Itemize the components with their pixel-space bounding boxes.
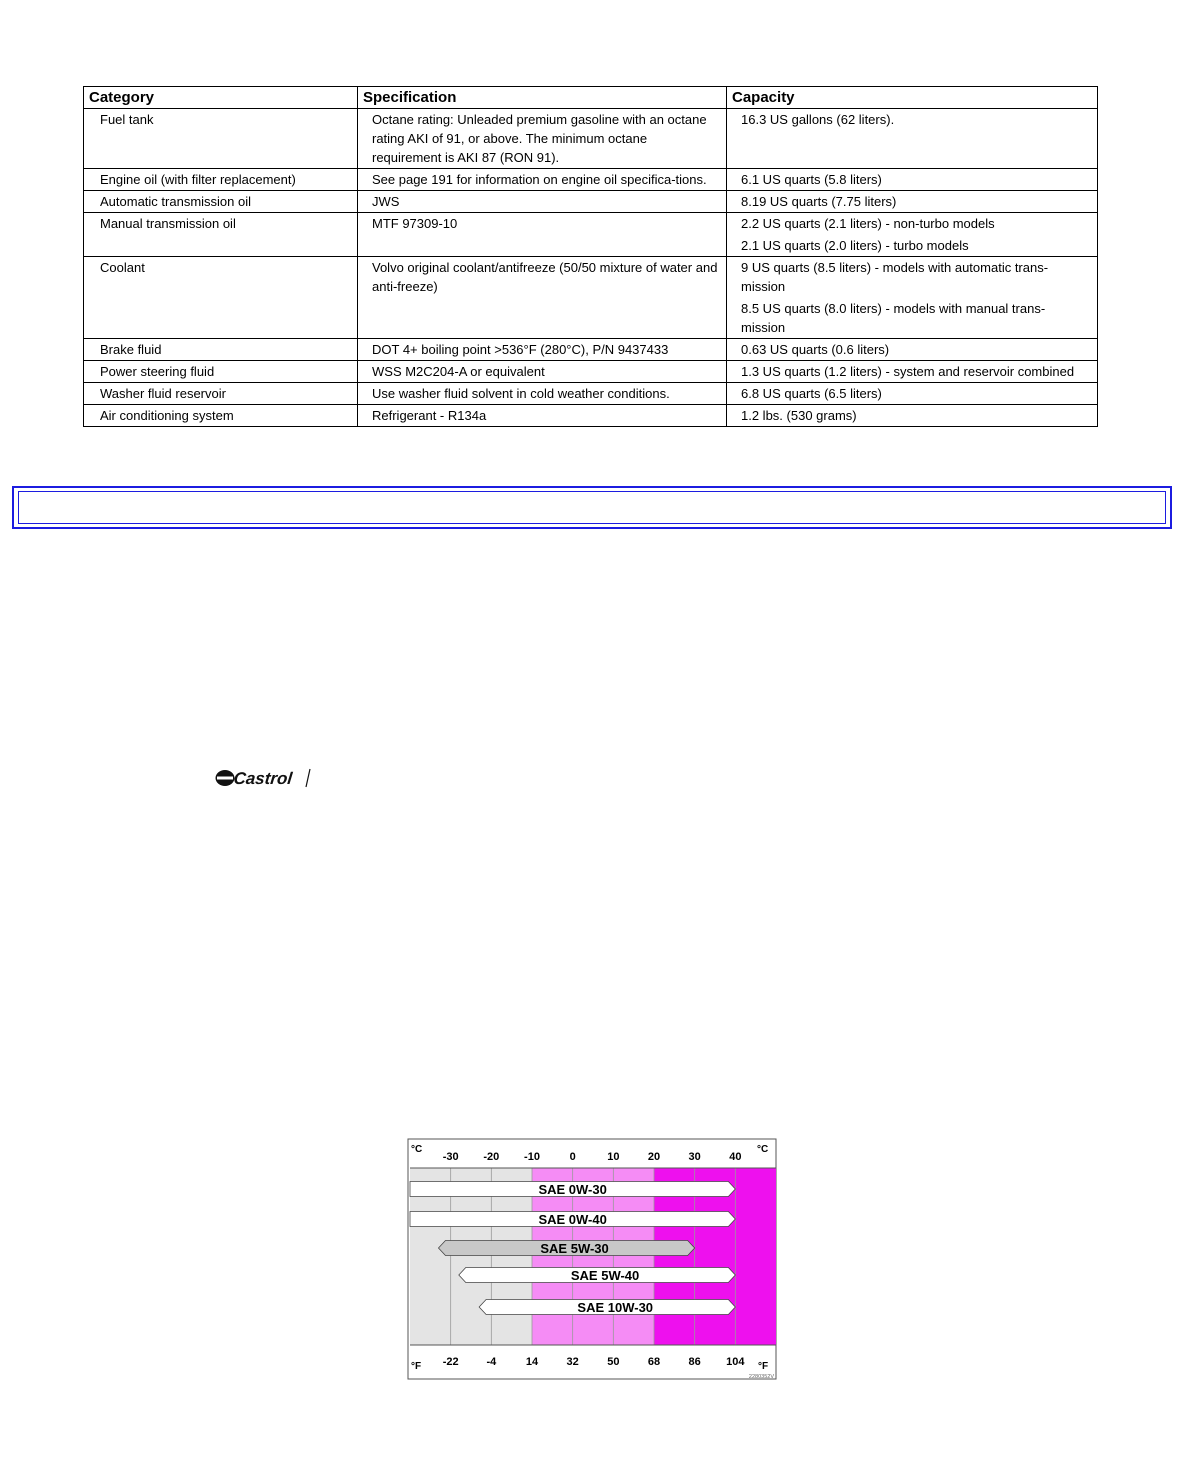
fahrenheit-tick-label: 86 (688, 1356, 701, 1368)
celsius-tick-label: 30 (688, 1151, 701, 1163)
capacity-line: 2.1 US quarts (2.0 liters) - turbo models (741, 238, 969, 253)
capacity-line: 1.3 US quarts (1.2 liters) - system and reservoir combined (741, 364, 1075, 379)
oil-grade-label: SAE 10W-30 (577, 1300, 654, 1315)
cell-category: Power steering fluid (84, 361, 358, 383)
celsius-tick-label: 40 (729, 1151, 742, 1163)
fahrenheit-tick-label: -22 (442, 1356, 459, 1368)
cell-category: Air conditioning system (84, 405, 358, 427)
cell-specification: Refrigerant - R134a (358, 405, 727, 427)
header-capacity: Capacity (727, 87, 1098, 109)
fahrenheit-tick-label: 68 (647, 1356, 661, 1368)
cell-capacity (727, 109, 1098, 169)
header-category: Category (84, 87, 358, 109)
specifications-table (83, 86, 1098, 427)
cell-specification: DOT 4+ boiling point >536°F (280°C), P/N 9437433 (358, 339, 727, 361)
oil-grade-label: SAE 5W-30 (540, 1241, 609, 1256)
unit-celsius-left: °C (411, 1144, 423, 1155)
capacity-line: 8.19 US quarts (7.75 liters) (741, 194, 897, 209)
oil-grade-label: SAE 0W-30 (538, 1182, 607, 1197)
table-header-row (84, 87, 1098, 109)
celsius-tick-label: -20 (483, 1151, 500, 1163)
oil-grade-label: SAE 0W-40 (538, 1212, 607, 1227)
celsius-tick-label: 0 (569, 1151, 576, 1163)
table-row (84, 169, 1098, 191)
celsius-tick-label: 20 (647, 1151, 661, 1163)
cell-category: Automatic transmission oil (84, 191, 358, 213)
cell-specification: Volvo original coolant/antifreeze (50/50 mixture of water and anti-freeze) (358, 257, 727, 339)
table-row (84, 361, 1098, 383)
cell-category: Manual transmission oil (84, 213, 358, 257)
capacity-line: 6.8 US quarts (6.5 liters) (741, 386, 882, 401)
cell-capacity (727, 257, 1098, 339)
capacity-line: 8.5 US quarts (8.0 liters) - models with manual trans-mission (741, 301, 1046, 335)
figure-code: 2280352V (748, 1374, 774, 1380)
table-row (84, 383, 1098, 405)
unit-fahrenheit-right: °F (758, 1361, 769, 1372)
oil-viscosity-chart (407, 1138, 777, 1380)
capacity-line: 16.3 US gallons (62 liters). (741, 112, 895, 127)
table-row (84, 191, 1098, 213)
header-specification: Specification (358, 87, 727, 109)
capacity-line: 2.2 US quarts (2.1 liters) - non-turbo models (741, 216, 995, 231)
capacity-line: 6.1 US quarts (5.8 liters) (741, 172, 882, 187)
cell-specification: JWS (358, 191, 727, 213)
oil-grade-label: SAE 5W-40 (570, 1268, 640, 1283)
capacity-line: 1.2 lbs. (530 grams) (741, 408, 857, 423)
table-row (84, 109, 1098, 169)
empty-blue-frame (12, 486, 1172, 529)
cell-specification: Use washer fluid solvent in cold weather conditions. (358, 383, 727, 405)
cell-capacity (727, 383, 1098, 405)
table-row (84, 339, 1098, 361)
fahrenheit-tick-label: 14 (525, 1356, 539, 1368)
fahrenheit-tick-label: 50 (607, 1356, 620, 1368)
cell-specification: MTF 97309-10 (358, 213, 727, 257)
cell-category: Coolant (84, 257, 358, 339)
unit-celsius-right: °C (757, 1144, 769, 1155)
fahrenheit-tick-label: 32 (566, 1356, 579, 1368)
table-row (84, 257, 1098, 339)
table-row (84, 405, 1098, 427)
cell-capacity (727, 339, 1098, 361)
cell-capacity (727, 169, 1098, 191)
castrol-wordmark: Castrol (232, 769, 294, 788)
cell-capacity (727, 213, 1098, 257)
cell-category: Washer fluid reservoir (84, 383, 358, 405)
cell-category: Fuel tank (84, 109, 358, 169)
fahrenheit-tick-label: 104 (726, 1356, 745, 1368)
cell-capacity (727, 361, 1098, 383)
cell-specification: WSS M2C204-A or equivalent (358, 361, 727, 383)
capacity-line: 0.63 US quarts (0.6 liters) (741, 342, 890, 357)
celsius-tick-label: -30 (442, 1151, 459, 1163)
unit-fahrenheit-left: °F (411, 1361, 422, 1372)
cell-specification: See page 191 for information on engine oil specifica-tions. (358, 169, 727, 191)
capacity-line: 9 US quarts (8.5 liters) - models with automatic trans-mission (741, 260, 1049, 294)
table-body (84, 109, 1098, 427)
cell-capacity (727, 405, 1098, 427)
cell-category: Brake fluid (84, 339, 358, 361)
cell-specification: Octane rating: Unleaded premium gasoline with an octane rating AKI of 91, or above. The minimum octane requirement is AKI 87 (RON 91). (358, 109, 727, 169)
cell-capacity (727, 191, 1098, 213)
table-row (84, 213, 1098, 257)
castrol-logo (214, 766, 314, 790)
celsius-tick-label: 10 (607, 1151, 620, 1163)
fahrenheit-tick-label: -4 (486, 1356, 497, 1368)
cell-category: Engine oil (with filter replacement) (84, 169, 358, 191)
celsius-tick-label: -10 (524, 1151, 540, 1163)
